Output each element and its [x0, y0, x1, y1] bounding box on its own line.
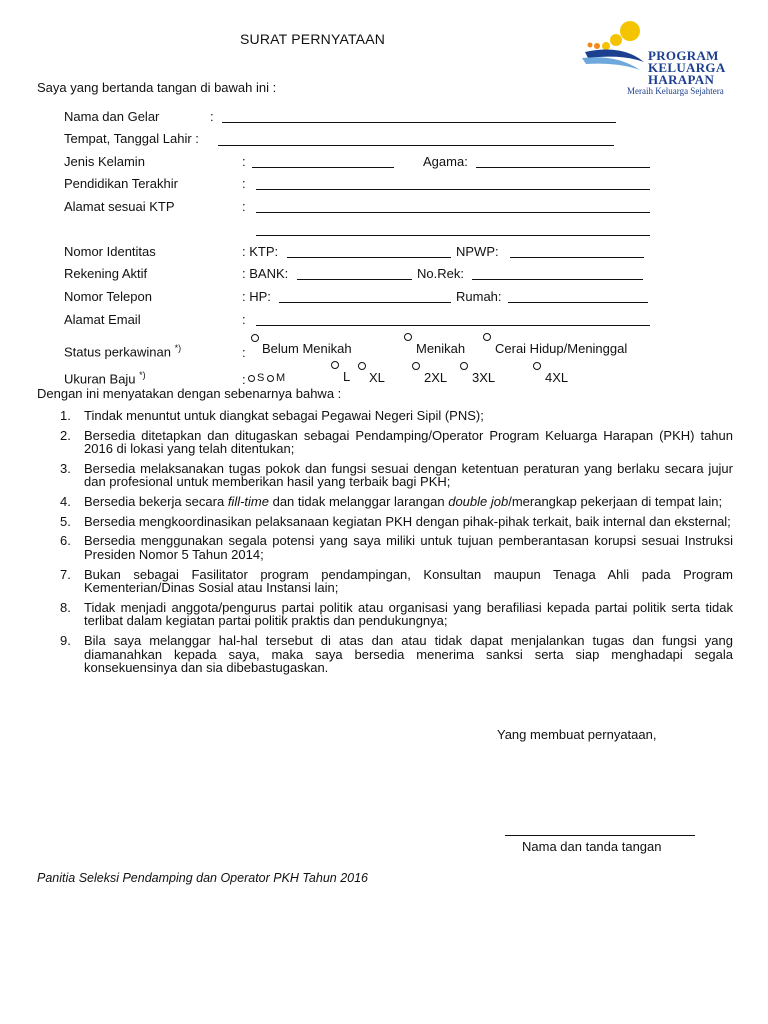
- option-size-2xl: 2XL: [424, 370, 448, 385]
- field-alamat-2[interactable]: [256, 235, 650, 236]
- signer-label: Yang membuat pernyataan,: [497, 727, 657, 742]
- radio-size-3xl[interactable]: [460, 362, 468, 370]
- field-alamat-1[interactable]: [256, 212, 650, 213]
- logo-text-harapan: HARAPAN: [648, 72, 715, 87]
- label-rumah: Rumah:: [456, 289, 502, 304]
- radio-size-xl[interactable]: [358, 362, 366, 370]
- radio-size-s[interactable]: [248, 375, 255, 382]
- list-item: 9. Bila saya melanggar hal-hal tersebut di atas dan atau tidak dapat menjalankan tugas dan fungsi yang diamanahkan kepada saya, maka saya bersedia menerima sanksi serta siap menghadapi segala konsekuensinya dan sia dibebastugaskan.: [60, 633, 733, 675]
- field-nama[interactable]: [222, 122, 616, 123]
- sign-name-label: Nama dan tanda tangan: [522, 839, 662, 854]
- list-item: 5. Bersedia mengkoordinasikan pelaksanaan kegiatan PKH dengan pihak-pihak terkait, baik internal dan eksternal;: [60, 513, 731, 529]
- field-tempat-tanggal-lahir[interactable]: [218, 145, 614, 146]
- label-agama: Agama:: [423, 154, 468, 169]
- logo-tagline: Meraih Keluarga Sejahtera: [627, 86, 724, 96]
- label-alamat: Alamat sesuai KTP: [64, 199, 175, 214]
- radio-menikah[interactable]: [404, 333, 412, 341]
- field-jenis-kelamin[interactable]: [252, 167, 394, 168]
- radio-size-4xl[interactable]: [533, 362, 541, 370]
- radio-size-2xl[interactable]: [412, 362, 420, 370]
- label-npwp: NPWP:: [456, 244, 499, 259]
- colon-email: :: [242, 312, 246, 327]
- list-item: 1. Tindak menuntut untuk diangkat sebagai Pegawai Negeri Sipil (PNS);: [60, 408, 484, 423]
- colon-jenis: :: [242, 154, 246, 169]
- option-size-xl: XL: [369, 370, 385, 385]
- list-item: 6. Bersedia menggunakan segala potensi yang saya miliki untuk tujuan pemberantasan korupsi sesuai Instruksi Presiden Nomor 5 Tahun 2014;: [60, 533, 733, 562]
- label-norek: No.Rek:: [417, 266, 464, 281]
- label-rekening: Rekening Aktif: [64, 266, 148, 281]
- option-cerai: Cerai Hidup/Meninggal: [495, 341, 628, 356]
- label-nama: Nama dan Gelar: [64, 109, 160, 124]
- field-ktp[interactable]: [287, 257, 451, 258]
- label-telepon: Nomor Telepon: [64, 289, 152, 304]
- option-size-m: M: [276, 372, 286, 384]
- colon-alamat: :: [242, 199, 246, 214]
- list-item: 4. Bersedia bekerja secara fill-time dan tidak melanggar larangan double job/merangkap pekerjaan di tempat lain;: [60, 494, 723, 510]
- label-identitas: Nomor Identitas: [64, 244, 156, 259]
- field-email[interactable]: [256, 325, 650, 326]
- list-item: 3. Bersedia melaksanakan tugas pokok dan fungsi sesuai dengan ketentuan peraturan yang berlaku secara jujur dan profesional untuk memberikan hasil yang terbaik bagi PKH;: [60, 460, 733, 490]
- label-ktp: : KTP:: [242, 244, 279, 259]
- statement-list: [55, 409, 733, 681]
- colon-status: :: [242, 345, 246, 360]
- option-belum-menikah: Belum Menikah: [262, 341, 352, 356]
- option-size-s: S: [257, 372, 265, 384]
- radio-belum-menikah[interactable]: [251, 334, 259, 342]
- list-item: 7. Bukan sebagai Fasilitator program pendampingan, Konsultan maupun Tenaga Ahli pada Program Kementerian/Dinas Sosial atau Instansi lain;: [60, 566, 733, 596]
- footer-text: Panitia Seleksi Pendamping dan Operator PKH Tahun 2016: [37, 871, 369, 885]
- radio-cerai[interactable]: [483, 333, 491, 341]
- option-size-3xl: 3XL: [472, 370, 496, 385]
- field-hp[interactable]: [279, 302, 451, 303]
- document-title: SURAT PERNYATAAN: [240, 31, 386, 47]
- label-jenis-kelamin: Jenis Kelamin: [64, 154, 145, 169]
- colon-nama: :: [210, 109, 214, 124]
- label-ukuran: Ukuran Baju *): [64, 370, 146, 387]
- radio-size-l[interactable]: [331, 361, 339, 369]
- field-agama[interactable]: [476, 167, 650, 168]
- field-norek[interactable]: [472, 279, 643, 280]
- label-status: Status perkawinan *): [64, 343, 182, 360]
- label-pendidikan: Pendidikan Terakhir: [64, 176, 178, 191]
- radio-size-m[interactable]: [267, 375, 274, 382]
- label-tempat: Tempat, Tanggal Lahir :: [64, 131, 199, 146]
- field-bank[interactable]: [297, 279, 412, 280]
- logo-text-program: PROGRAM: [648, 48, 719, 63]
- field-npwp[interactable]: [510, 257, 644, 258]
- option-size-4xl: 4XL: [545, 370, 569, 385]
- pkh-logo: [582, 18, 732, 98]
- logo-text-keluarga: KELUARGA: [648, 60, 726, 75]
- list-item: 8. Tidak menjadi anggota/pengurus partai politik atau organisasi yang berafiliasi kepada partai politik serta tidak terlibat dalam kegiatan partai politik praktis dan pendukungnya;: [60, 599, 733, 629]
- statement-intro: Dengan ini menyatakan dengan sebenarnya bahwa :: [37, 386, 342, 401]
- field-pendidikan[interactable]: [256, 189, 650, 190]
- label-hp: : HP:: [242, 289, 271, 304]
- list-item: 2. Bersedia ditetapkan dan ditugaskan sebagai Pendamping/Operator Program Keluarga Harapan (PKH) tahun 2016 di lokasi yang telah ditentukan;: [60, 427, 733, 457]
- intro-text: Saya yang bertanda tangan di bawah ini :: [37, 80, 277, 95]
- label-bank: : BANK:: [242, 266, 289, 281]
- field-rumah[interactable]: [508, 302, 648, 303]
- colon-ukuran: :: [242, 372, 246, 387]
- colon-pendidikan: :: [242, 176, 246, 191]
- label-email: Alamat Email: [64, 312, 141, 327]
- signature-line[interactable]: [505, 835, 695, 836]
- option-size-l: L: [343, 369, 351, 384]
- option-menikah: Menikah: [416, 341, 466, 356]
